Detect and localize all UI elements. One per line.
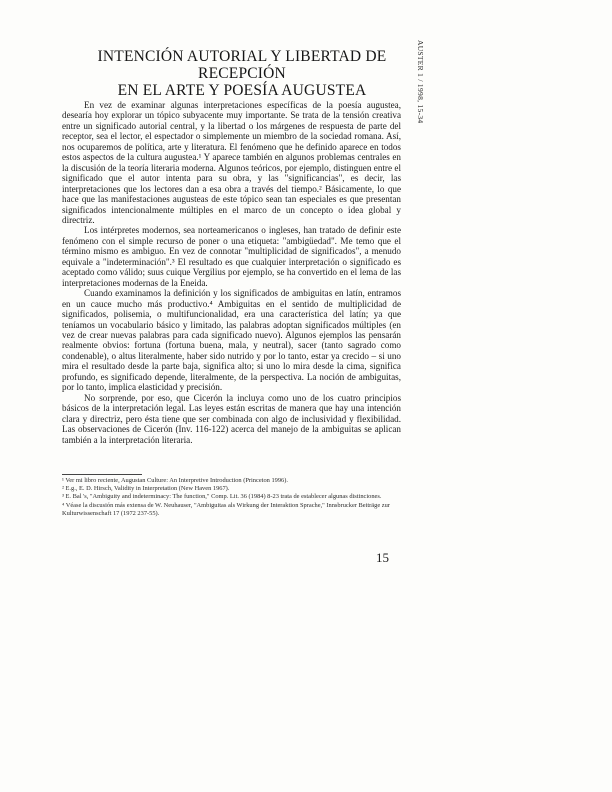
title-line-1: INTENCIÓN AUTORIAL Y LIBERTAD DE RECEPCIÓN bbox=[97, 48, 387, 82]
footnote: ² E.g., E. D. Hirsch, Validity in Interpretation (New Haven 1967). bbox=[62, 485, 230, 493]
footnote: ³ E. Bal 's, "Ambiguity and indeterminacy: The function," Comp. Lit. 36 (1984) 8-23 trata de establecer algunas distinciones. bbox=[62, 493, 382, 501]
article-title bbox=[62, 48, 422, 99]
paragraph: Los intérpretes modernos, sea norteamericanos o ingleses, han tratado de definir este fenómeno con el simple recurso de poner o una etiqueta: "ambigüedad". Me temo que el término mismo es ambiguo. En vez de connotar "multiplicidad de significados", a menudo equivale a "indeterminación".³ El resultado es que cualquier interpretación o significado es aceptado como válido; suus cuique Vergilius por ejemplo, se ha convertido en el lema de las interpretaciones modernas de la Eneida. bbox=[62, 225, 401, 288]
footnotes bbox=[62, 477, 401, 518]
paragraph: En vez de examinar algunas interpretaciones específicas de la poesía augustea, desearía hoy explorar un tópico subyacente muy importante. Se trata de la tensión creativa entre un significado autorial central, y la libertad o los márgenes de respuesta de parte del receptor, sea el lector, el espectador o simplemente un miembro de la sociedad romana. Así, nos ocuparemos de política, arte y literatura. El fenómeno que he definido aparece en todos estos aspectos de la cultura augustea.¹ Y aparece también en algunos problemas centrales en la discusión de la teoría literaria moderna. Algunos teóricos, por ejemplo, distinguen entre el significado que el autor intenta para su obra, y las "significancias", es decir, las interpretaciones que los lectores dan a esa obra a través del tiempo.² Básicamente, lo que hace que las manifestaciones augusteas de este tópico sean tan especiales es que presentan significados intencionalmente múltiples en el marco de un concepto o idea global y directriz. bbox=[62, 100, 401, 225]
paragraph: Cuando examinamos la definición y los significados de ambiguitas en latín, entramos en un cauce mucho más productivo.⁴ Ambiguitas en el sentido de multiplicidad de significados, polisemia, o multifuncionalidad, era una característica del latín; ya que teníamos un vocabulario básico y limitado, las palabras adoptan significados múltiples (en vez de crear nuevas palabras para cada significado nuevo). Algunos ejemplos las pensarán realmente obvios: fortuna (fortuna buena, mala, y neutral), sacer (tanto sagrado como condenable), o altus literalmente, haber sido nutrido y por lo tanto, estar ya crecido – si uno mira el resultado desde la parte baja, significa alto; si uno lo mira desde la cima, significa profundo, es significado depende, literalmente, de la perspectiva. La noción de ambiguitas, por lo tanto, implica elasticidad y precisión. bbox=[62, 288, 401, 393]
page-number: 15 bbox=[376, 550, 389, 565]
footnote: ¹ Ver mi libro reciente, Augustan Culture: An Interpretive Introduction (Princeton 1996). bbox=[62, 477, 288, 484]
paragraph: No sorprende, por eso, que Cicerón la incluya como uno de los cuatro principios básicos de la interpretación legal. Las leyes están escritas de manera que hay una intención clara y directriz, pero ésta tiene que ser combinada con algo de inclusividad y flexibilidad. Las observaciones de Cicerón (Inv. 116-122) acerca del manejo de la ambiguitas se aplican también a la interpretación literaria. bbox=[62, 392, 401, 445]
title-line-2: EN EL ARTE Y POESÍA AUGUSTEA bbox=[117, 82, 367, 99]
body-text bbox=[62, 100, 401, 445]
footnote-divider bbox=[62, 474, 142, 475]
footnote: ⁴ Véase la discusión más extensa de W. Neuhauser, "Ambiguitas als Wirkung der Interaktion Sprache," Innsbrucker Beiträge zur Kulturwissenschaft 17 (1972 237-55). bbox=[62, 501, 390, 517]
journal-reference: AUSTER 1 / 1998, 15-34 bbox=[416, 40, 425, 124]
